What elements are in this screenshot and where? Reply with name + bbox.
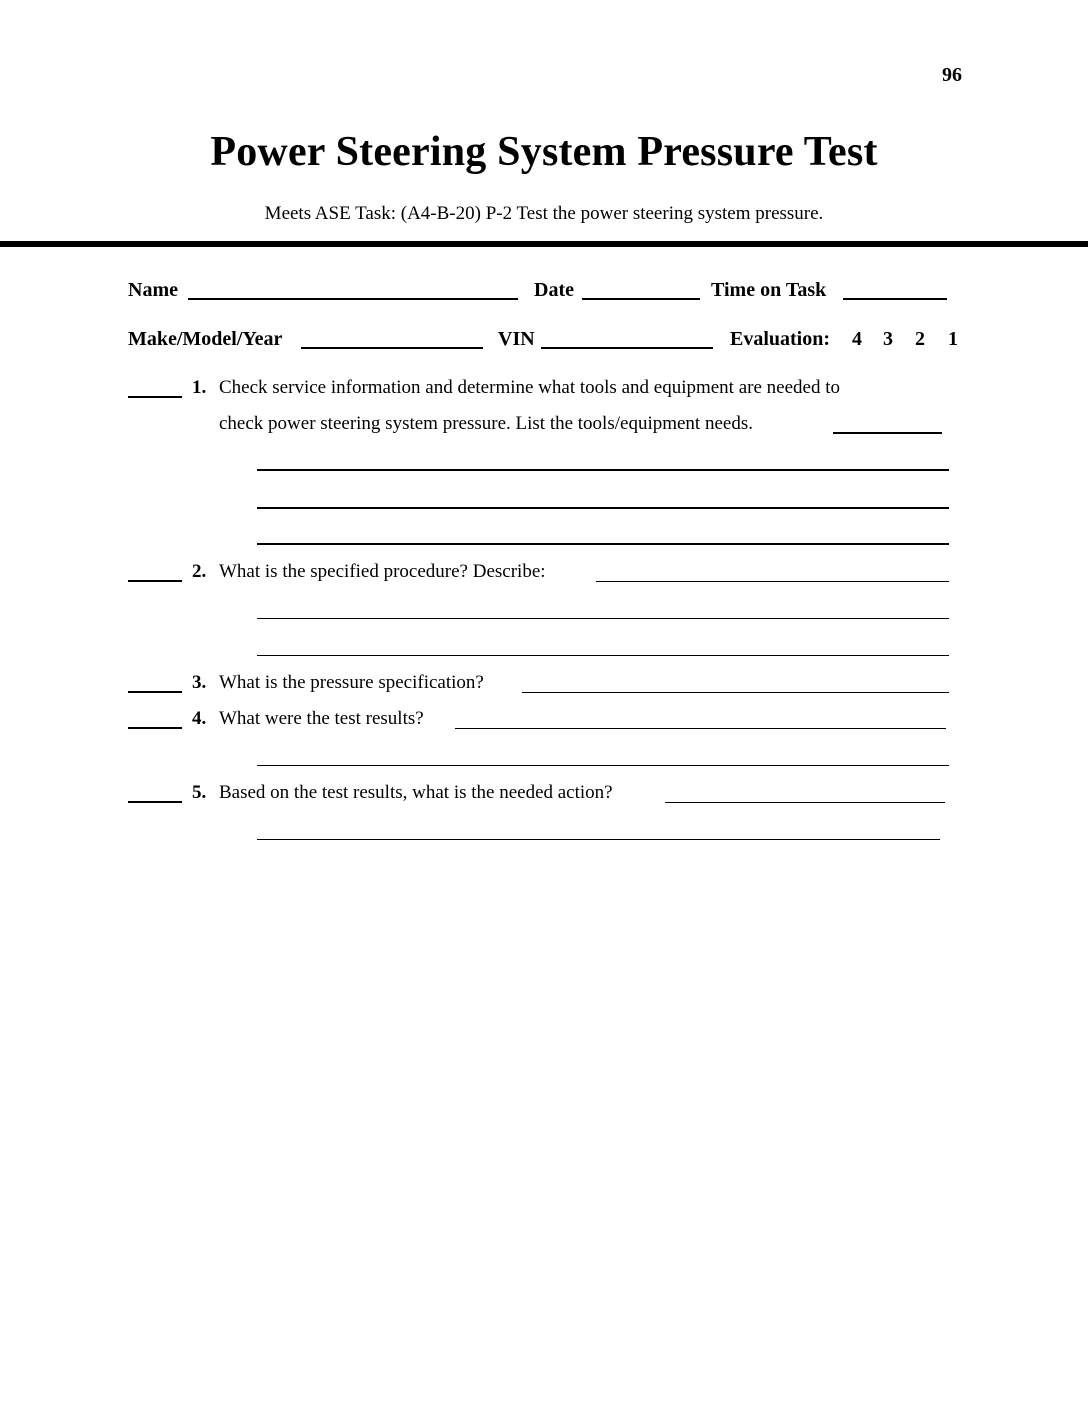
make-model-year-label: Make/Model/Year [128, 328, 283, 350]
q2-answer-line[interactable] [257, 618, 949, 619]
date-label: Date [534, 279, 574, 301]
q5-text: Based on the test results, what is the needed action? [219, 782, 613, 803]
q4-answer-line[interactable] [257, 765, 949, 766]
vin-field[interactable] [541, 347, 713, 349]
page-title: Power Steering System Pressure Test [210, 129, 878, 175]
q3-text: What is the pressure specification? [219, 672, 484, 693]
ase-task-subtitle: Meets ASE Task: (A4-B-20) P-2 Test the power steering system pressure. [264, 203, 824, 224]
q3-check-blank[interactable] [128, 691, 182, 693]
name-label: Name [128, 279, 178, 301]
q1-number: 1. [192, 377, 207, 398]
time-on-task-label: Time on Task [711, 279, 827, 301]
q3-answer-inline[interactable] [522, 692, 949, 693]
name-field[interactable] [188, 298, 518, 300]
q1-answer-line[interactable] [257, 543, 949, 545]
q1-answer-line[interactable] [257, 469, 949, 471]
q1-text-line2: check power steering system pressure. List the tools/equipment needs. [219, 413, 753, 434]
evaluation-score-2[interactable]: 2 [915, 328, 925, 350]
header-divider [0, 241, 1088, 247]
q1-answer-line[interactable] [257, 507, 949, 509]
q3-number: 3. [192, 672, 207, 693]
q5-check-blank[interactable] [128, 801, 182, 803]
q4-check-blank[interactable] [128, 727, 182, 729]
q4-text: What were the test results? [219, 708, 424, 729]
vin-label: VIN [498, 328, 535, 350]
evaluation-score-1[interactable]: 1 [948, 328, 958, 350]
q4-number: 4. [192, 708, 207, 729]
make-model-year-field[interactable] [301, 347, 483, 349]
q5-number: 5. [192, 782, 207, 803]
evaluation-score-4[interactable]: 4 [852, 328, 862, 350]
time-on-task-field[interactable] [843, 298, 947, 300]
q1-answer-inline[interactable] [833, 432, 942, 434]
evaluation-label: Evaluation: [730, 328, 831, 350]
evaluation-score-3[interactable]: 3 [883, 328, 893, 350]
q1-text-line1: Check service information and determine what tools and equipment are needed to [219, 377, 840, 398]
q2-answer-inline[interactable] [596, 581, 949, 582]
q2-answer-line[interactable] [257, 655, 949, 656]
q4-answer-inline[interactable] [455, 728, 946, 729]
date-field[interactable] [582, 298, 700, 300]
q2-text: What is the specified procedure? Describe: [219, 561, 546, 582]
q2-number: 2. [192, 561, 207, 582]
q2-check-blank[interactable] [128, 580, 182, 582]
q5-answer-inline[interactable] [665, 802, 945, 803]
q1-check-blank[interactable] [128, 396, 182, 398]
page-number: 96 [942, 64, 962, 86]
q5-answer-line[interactable] [257, 839, 940, 840]
